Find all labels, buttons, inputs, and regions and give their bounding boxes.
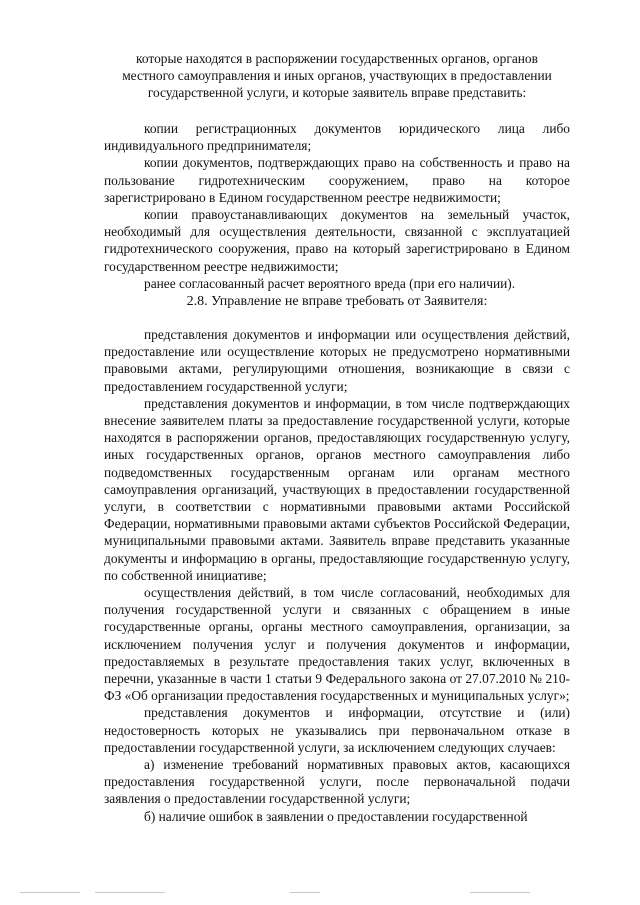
intro-line: местного самоуправления и иных органов, участвующих в предоставлении (122, 68, 552, 84)
scan-artifact (290, 892, 320, 893)
list-item: б) наличие ошибок в заявлении о предоставлении государственной (144, 808, 528, 824)
list-item: а) изменение требований нормативных правовых актов, касающихся предоставления государственной услуги, после первоначальной подачи заявления о предоставлении государственной услуги; (104, 757, 570, 807)
list-item: представления документов и информации или осуществления действий, предоставление или осуществление которых не предусмотрено нормативными правовыми актами, регулирующими отношения, возникающие в связи с предоставлением государственной услуги; (104, 327, 570, 394)
intro-line: которые находятся в распоряжении государственных органов, органов (136, 51, 538, 66)
list-item: ранее согласованный расчет вероятного вреда (при его наличии). (144, 275, 516, 291)
prohibitions-list (104, 326, 570, 825)
list-item: копии документов, подтверждающих право на собственность и право на пользование гидротехническим сооружением, право на которое зарегистрировано в Едином государственном реестре недвижимости; (104, 155, 570, 205)
list-item: копии регистрационных документов юридического лица либо индивидуального предпринимателя; (104, 121, 570, 154)
scan-artifact (470, 892, 530, 893)
scan-artifact (20, 892, 80, 893)
list-item: представления документов и информации, отсутствие и (или) недостоверность которых не указывались при первоначальном отказе в предоставлении государственной услуги, за исключением следующих случаев: (104, 705, 570, 755)
scan-artifact (95, 892, 165, 893)
intro-paragraph (104, 50, 570, 102)
list-item: осуществления действий, в том числе согласований, необходимых для получения государственной услуги и связанных с обращением в иные государственные органы, органы местного самоуправления, организации, за исключением получения услуг и получения документов и информации, предоставляемых в результате предоставления таких услуг, включенных в перечни, указанные в части 1 статьи 9 Федерального закона от 27.07.2010 № 210-ФЗ «Об организации предоставления государственных и муниципальных услуг»; (104, 585, 570, 704)
intro-line: государственной услуги, и которые заявитель вправе представить: (147, 85, 527, 101)
list-item: копии правоустанавливающих документов на земельный участок, необходимый для осуществления деятельности, связанной с эксплуатацией гидротехнического сооружения, право на который зарегистрировано в Едином государственном реестре недвижимости; (104, 207, 570, 274)
documents-list (104, 120, 570, 292)
section-heading: 2.8. Управление не вправе требовать от Заявителя: (186, 294, 488, 309)
list-item: представления документов и информации, в том числе подтверждающих внесение заявителем платы за предоставление государственной услуги, которые находятся в распоряжении органов, предоставляющих государственную услугу, иных государственных органов, органов местного самоуправления либо подведомственных государственным органам или органам местного самоуправления организаций, участвующих в предоставлении государственной услуги, в соответствии с нормативными правовыми актами Российской Федерации, нормативными правовыми актами субъектов Российской Федерации, муниципальными правовыми актами. Заявитель вправе представить указанные документы и информацию в органы, предоставляющие государственную услугу, по собственной инициативе; (104, 395, 570, 583)
